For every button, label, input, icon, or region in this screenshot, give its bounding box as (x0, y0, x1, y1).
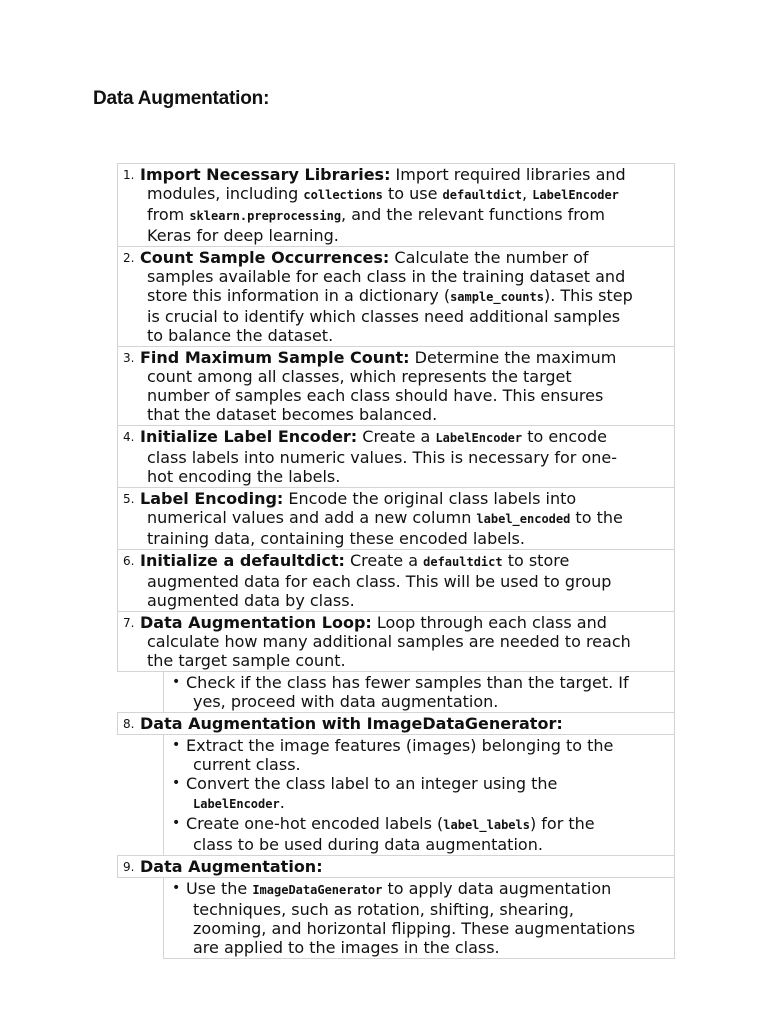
step-line (140, 427, 672, 448)
page-heading: Data Augmentation: (93, 88, 270, 109)
step-line (140, 551, 672, 572)
sub-list-item (172, 814, 672, 854)
inline-code: collections (303, 188, 383, 202)
step-line: training data, containing these encoded labels. (147, 529, 525, 548)
step-line (140, 857, 672, 876)
step-line (140, 184, 672, 205)
step-line: to balance the dataset. (147, 326, 334, 345)
bullet-text: Create one-hot encoded labels ( (186, 814, 444, 833)
list-item-step-8 (117, 712, 675, 735)
step-text: , (522, 184, 533, 203)
step-text: Determine the maximum (409, 348, 617, 367)
step-number: 3. (123, 351, 135, 365)
sub-list-item (163, 877, 675, 959)
step-title: Import Necessary Libraries: (140, 165, 391, 184)
step-line (140, 489, 672, 508)
inline-code: LabelEncoder (435, 431, 523, 445)
list-item-step-4 (117, 425, 675, 488)
bullet-line: current class. (193, 755, 301, 774)
inline-code: LabelEncoder (193, 797, 280, 811)
step-line: is crucial to identify which classes need additional samples (147, 307, 621, 326)
step-line: samples available for each class in the training dataset and (147, 267, 626, 286)
inline-code: defaultdict (442, 188, 523, 202)
step-title: Data Augmentation Loop: (140, 613, 372, 632)
step-text: modules, including (147, 184, 304, 203)
step-line (140, 165, 672, 184)
bullet-icon: • (172, 880, 181, 896)
step-number: 4. (123, 430, 135, 444)
step-line (140, 508, 672, 529)
bullet-line: zooming, and horizontal flipping. These augmentations (193, 919, 636, 938)
step-title: Label Encoding: (140, 489, 284, 508)
list-item-step-5 (117, 487, 675, 550)
step-line: augmented data for each class. This will be used to group (147, 572, 612, 591)
bullet-line: yes, proceed with data augmentation. (193, 692, 499, 711)
step-line (140, 348, 672, 367)
bullet-line: techniques, such as rotation, shifting, shearing, (193, 900, 574, 919)
step-line: number of samples each class should have. This ensures (147, 386, 604, 405)
step-text: Create a (344, 551, 424, 570)
bullet-line (186, 879, 672, 900)
step-title: Initialize Label Encoder: (140, 427, 358, 446)
list-item-step-3 (117, 346, 675, 426)
step-text: to encode (522, 427, 607, 446)
step-line: hot encoding the labels. (147, 467, 341, 486)
inline-code: sample_counts (450, 290, 544, 304)
inline-code: defaultdict (423, 555, 503, 569)
step-title: Initialize a defaultdict: (140, 551, 345, 570)
step-title: Data Augmentation with ImageDataGenerator: (140, 714, 563, 733)
step-line: calculate how many additional samples are needed to reach (147, 632, 631, 651)
bullet-text: . (279, 793, 285, 812)
step-number: 7. (123, 616, 135, 630)
list-item-step-6 (117, 549, 675, 612)
bullet-icon: • (172, 775, 181, 791)
step-number: 2. (123, 251, 135, 265)
inline-code: sklearn.preprocessing (189, 209, 342, 223)
step-line (140, 613, 672, 632)
step-text: store this information in a dictionary ( (147, 286, 451, 305)
bullet-line: class to be used during data augmentation. (193, 835, 543, 854)
inline-code: LabelEncoder (532, 188, 619, 202)
bullet-line (186, 793, 672, 814)
step-number: 9. (123, 860, 135, 874)
list-item-step-9 (117, 855, 675, 878)
bullet-line: Check if the class has fewer samples than the target. If (186, 673, 629, 692)
steps-list (117, 164, 675, 959)
bullet-icon: • (172, 815, 181, 831)
step-text: Encode the original class labels into (283, 489, 577, 508)
bullet-text: ) for the (529, 814, 595, 833)
step-line: the target sample count. (147, 651, 346, 670)
step-text: to the (570, 508, 623, 527)
step-line: augmented data by class. (147, 591, 355, 610)
step-text: ). This step (543, 286, 633, 305)
sub-list-item (172, 774, 672, 814)
step-text: Calculate the number of (389, 248, 589, 267)
step-line (140, 714, 672, 733)
bullet-line: Extract the image features (images) belonging to the (186, 736, 614, 755)
list-item-step-2 (117, 246, 675, 347)
bullet-text: to apply data augmentation (382, 879, 612, 898)
step-line: count among all classes, which represents the target (147, 367, 572, 386)
list-item-step-7 (117, 611, 675, 672)
step-number: 6. (123, 554, 135, 568)
bullet-text: Use the (186, 879, 253, 898)
step-text: numerical values and add a new column (147, 508, 477, 527)
inline-code: label_encoded (476, 512, 571, 526)
step-title: Data Augmentation: (140, 857, 323, 876)
step-number: 5. (123, 492, 135, 506)
inline-code: ImageDataGenerator (252, 883, 383, 897)
bullet-line (186, 814, 672, 835)
step-title: Count Sample Occurrences: (140, 248, 390, 267)
step-number: 1. (123, 168, 135, 182)
step-text: to store (502, 551, 570, 570)
bullet-icon: • (172, 674, 181, 690)
list-item-step-1 (117, 163, 675, 247)
step-line: Keras for deep learning. (147, 226, 339, 245)
step-number: 8. (123, 717, 135, 731)
step-text: Loop through each class and (371, 613, 607, 632)
step-text: from (147, 205, 190, 224)
step-line: class labels into numeric values. This is necessary for one- (147, 448, 617, 467)
inline-code: label_labels (443, 818, 530, 832)
step-line (140, 248, 672, 267)
bullet-line: are applied to the images in the class. (193, 938, 500, 957)
bullet-line: Convert the class label to an integer using the (186, 774, 558, 793)
step-text: Create a (357, 427, 436, 446)
step-text: , and the relevant functions from (341, 205, 605, 224)
step-text: to use (382, 184, 443, 203)
sub-list-item (163, 671, 675, 713)
sub-list-item (172, 736, 672, 774)
bullet-icon: • (172, 737, 181, 753)
step-text: Import required libraries and (390, 165, 626, 184)
sub-list (163, 734, 675, 856)
step-line: that the dataset becomes balanced. (147, 405, 438, 424)
step-title: Find Maximum Sample Count: (140, 348, 410, 367)
step-line (140, 205, 672, 226)
step-line (140, 286, 672, 307)
